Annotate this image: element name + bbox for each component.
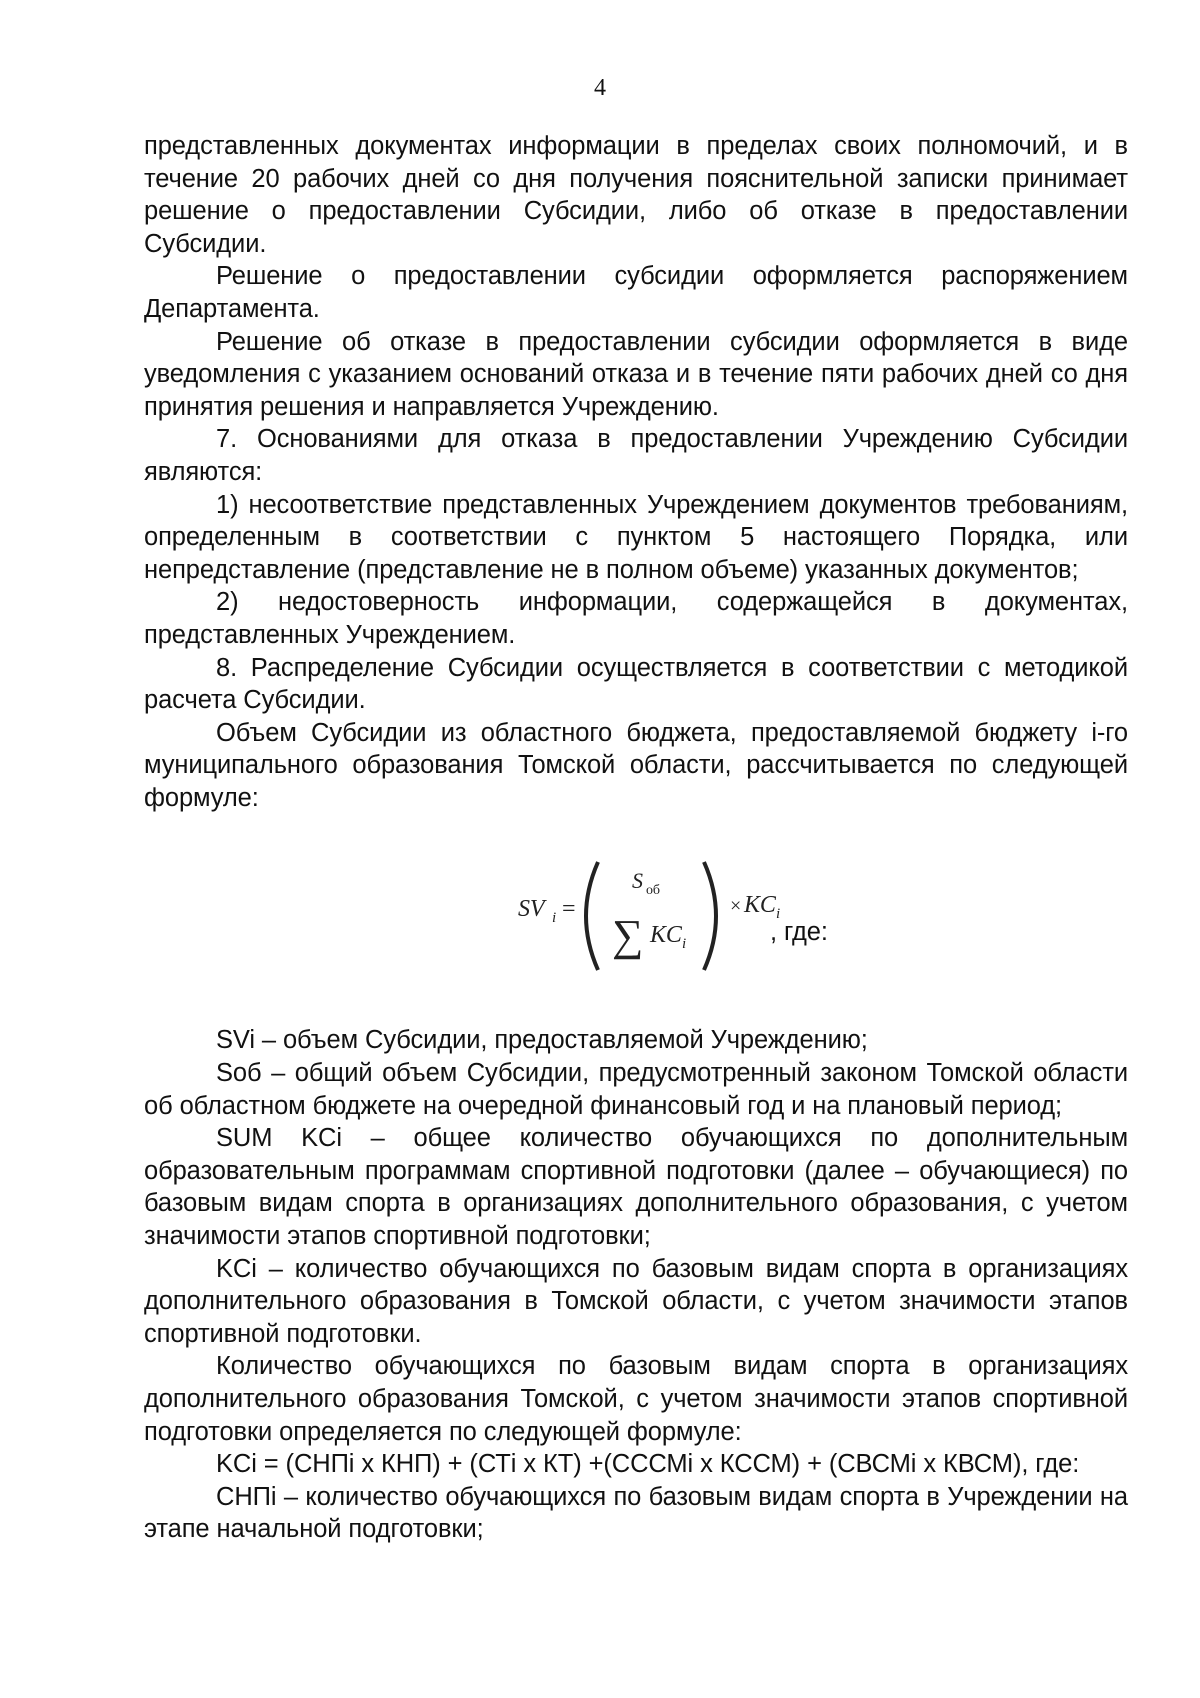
- paragraph-item-8: 8. Распределение Субсидии осуществляется в соответствии с методикой расчета Субсидии.: [144, 653, 1128, 715]
- formula-equals: =: [562, 896, 576, 923]
- formula-denominator: KC: [650, 922, 682, 949]
- formula-lhs-sub: i: [552, 910, 557, 927]
- formula-times: ×: [730, 895, 742, 918]
- paragraph-continuation: представленных документах информации в пределах своих полномочий, и в течение 20 рабочих дней со дня получения пояснительной записки принимает решение о предоставлении Субсидии, либо об отказе в предоставлении Субсидии.: [144, 132, 1128, 258]
- right-paren: [704, 862, 716, 970]
- definition-snpi: СНПi – количество обучающихся по базовым видам спорта в Учреждении на этапе начальной подготовки;: [144, 1482, 1128, 1544]
- paragraph-count-formula-intro: Количество обучающихся по базовым видам спорта в организациях дополнительного образования Томской, с учетом значимости этапов спортивной подготовки определяется по следующей формуле:: [144, 1352, 1128, 1446]
- subsidy-formula: [144, 840, 1128, 998]
- page-number: 4: [594, 75, 606, 101]
- formula-where: , где:: [770, 918, 828, 947]
- paragraph-item-7: 7. Основаниями для отказа в предоставлении Учреждению Субсидии являются:: [144, 425, 1128, 486]
- definition-sum-kci: SUM KCi – общее количество обучающихся по дополнительным образовательным программам спортивной подготовки (далее – обучающиеся) по базовым видам спорта в организациях дополнительного образования, с учетом значимости этапов спортивной подготовки;: [144, 1124, 1128, 1251]
- paragraph-decision-grant: Решение о предоставлении субсидии оформляется распоряжением Департамента.: [144, 262, 1128, 323]
- formula-numerator-sub: об: [646, 883, 660, 899]
- paragraph-count-formula: KCi = (СНПi х КНП) + (СТi х КТ) +(СССМi х КССМ) + (СВСМi х КВСМ), где:: [216, 1450, 1080, 1479]
- formula-graphic: [514, 846, 794, 986]
- formula-rhs: KC: [744, 892, 776, 919]
- paragraph-subitem-1: 1) несоответствие представленных Учреждением документов требованиям, определенным в соответствии с пунктом 5 настоящего Порядка, или непредставление (представление не в полном объеме) указанных документов;: [144, 490, 1128, 584]
- paragraph-volume-formula-intro: Объем Субсидии из областного бюджета, предоставляемой бюджету i-го муниципального образования Томской области, рассчитывается по следующей формуле:: [144, 718, 1128, 812]
- definition-svi: SVi – объем Субсидии, предоставляемой Учреждению;: [216, 1026, 868, 1055]
- definition-kci: KCi – количество обучающихся по базовым видам спорта в организациях дополнительного образования в Томской области, с учетом значимости этапов спортивной подготовки.: [144, 1254, 1128, 1348]
- document-body: [144, 130, 1128, 1546]
- paragraph-decision-refusal: Решение об отказе в предоставлении субсидии оформляется в виде уведомления с указанием оснований отказа и в течение пяти рабочих дней со дня принятия решения и направляется Учреждению.: [144, 327, 1128, 421]
- formula-numerator: S: [632, 868, 643, 894]
- formula-sum-sign: ∑: [612, 911, 644, 961]
- formula-rhs-sub: i: [776, 906, 781, 923]
- paragraph-subitem-2: 2) недостоверность информации, содержащейся в документах, представленных Учреждением.: [144, 588, 1128, 649]
- left-paren: [586, 862, 598, 970]
- formula-lhs: SV: [518, 896, 545, 923]
- definition-sob: Sоб – общий объем Субсидии, предусмотренный законом Томской области об областном бюджете на очередной финансовый год и на плановый период;: [144, 1059, 1128, 1120]
- formula-denominator-sub: i: [682, 936, 687, 953]
